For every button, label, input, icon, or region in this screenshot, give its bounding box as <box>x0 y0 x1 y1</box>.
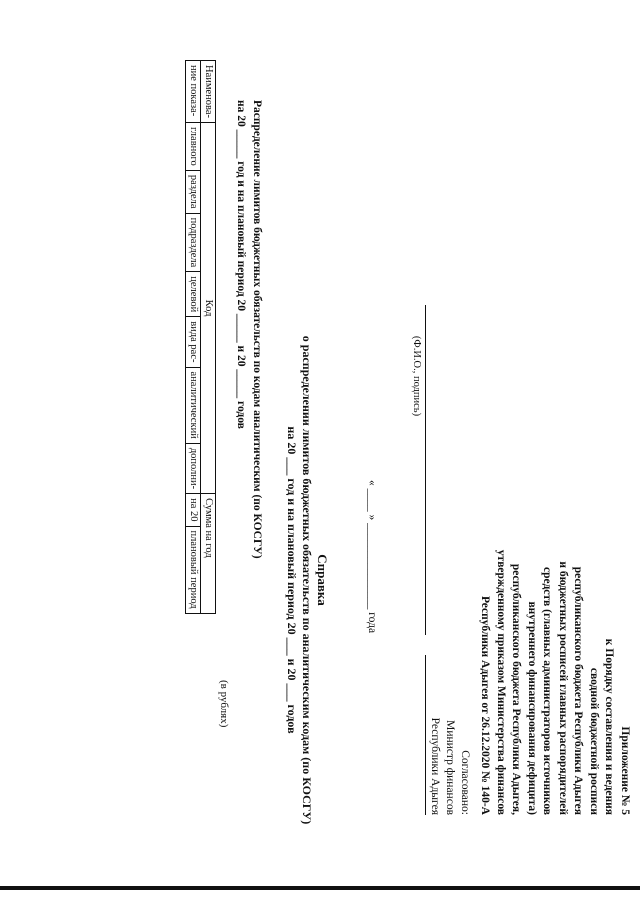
approval-block <box>427 595 472 815</box>
caption-line: Распределение лимитов бюджетных обязательств по кодам аналитическим (по КОСГУ) <box>251 100 263 559</box>
header-cell: дополни- <box>186 443 201 493</box>
appendix-line: сводной бюджетной росписи <box>588 667 600 815</box>
appendix-line: внутреннего финансирования дефицита) <box>526 601 538 815</box>
header-cell: плановый период <box>186 526 201 613</box>
approval-line: Республики Адыгея <box>429 717 441 815</box>
header-cell: Наименова- <box>201 61 216 123</box>
appendix-line: республиканского бюджета Республики Адыгея <box>572 566 585 815</box>
approval-line: Министр финансов <box>444 720 456 815</box>
caption-line: на 20 _____ год и на плановый период 20 _____ и 20 _____ годов <box>235 100 248 429</box>
signature-line-long <box>425 305 426 635</box>
signature-line <box>425 655 426 815</box>
limits-table <box>185 60 216 614</box>
title-line: о распределении лимитов бюджетных обязательств по аналитическим кодам (по КОСГУ) <box>300 335 315 825</box>
appendix-line: Приложение № 5 <box>619 726 631 815</box>
title-line: на 20 ___ год и на плановый период 20 ___ и 20 ___ годов <box>285 426 299 734</box>
header-cell: раздела <box>186 170 201 213</box>
table-row <box>186 61 201 614</box>
approval-line: Согласовано: <box>459 750 471 815</box>
header-cell: Сумма на год <box>201 494 216 614</box>
header-cell: целевой <box>186 272 201 317</box>
appendix-line: республиканского бюджета Республики Адыгея, <box>510 563 523 815</box>
title-main: Справка <box>315 554 330 606</box>
appendix-line: и бюджетных росписей главных распорядителей <box>557 561 569 815</box>
table-caption <box>233 100 264 660</box>
fio-label: (Ф.И.О., подпись) <box>411 335 422 417</box>
date-line: « ____ » _______________ года <box>366 480 378 634</box>
header-cell: на 20 <box>186 494 201 526</box>
scan-bottom-edge <box>0 886 640 890</box>
appendix-line: Республики Адыгея от 26.12.2020 № 140-А <box>479 595 492 815</box>
document-title <box>284 330 331 830</box>
appendix-line: утвержденному приказом Министерства финансов <box>495 549 507 815</box>
units-label: (в рублях) <box>218 680 230 728</box>
header-cell: Код <box>201 123 216 494</box>
appendix-block <box>477 455 632 815</box>
header-cell: подраздела <box>186 213 201 272</box>
appendix-line: к Порядку составления и ведения <box>603 638 616 815</box>
table-row <box>201 61 216 614</box>
header-cell: аналитический <box>186 367 201 443</box>
header-cell: ние показа- <box>186 61 201 123</box>
header-cell: главного <box>186 123 201 171</box>
header-cell: вида рас- <box>186 317 201 367</box>
appendix-line: средств (главных администраторов источников <box>541 567 554 815</box>
